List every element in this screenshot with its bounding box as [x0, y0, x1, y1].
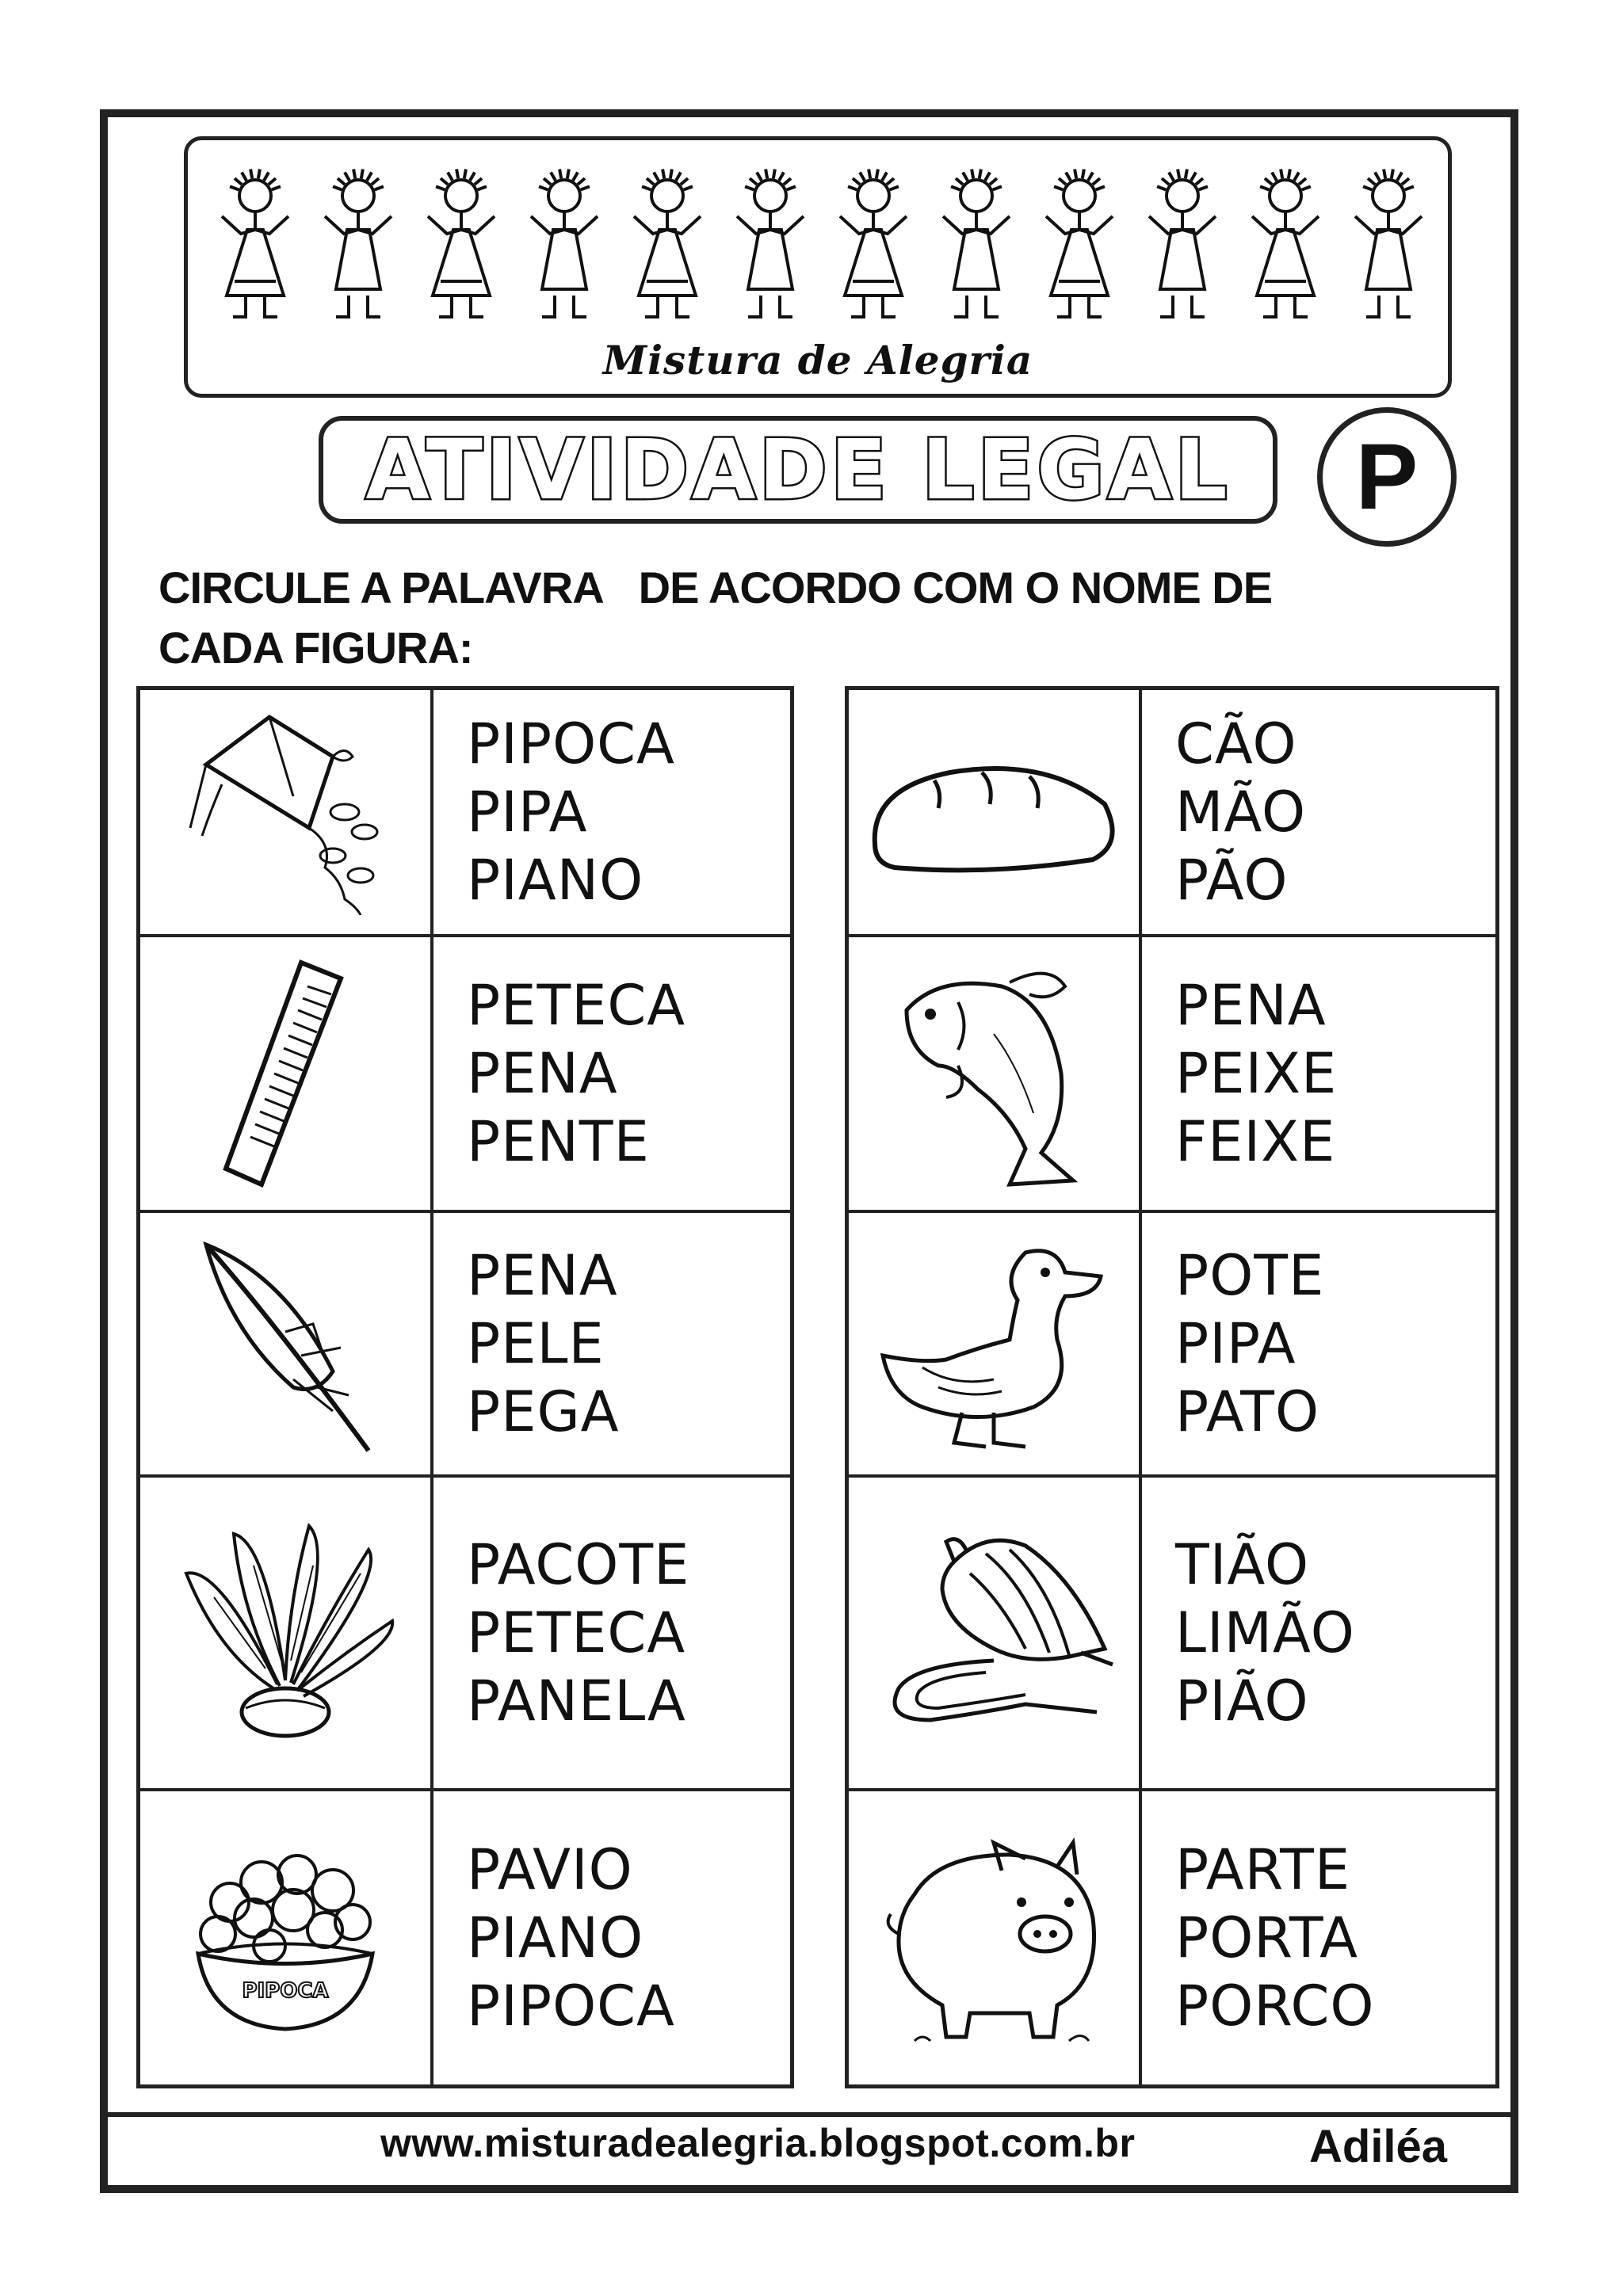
- pig-icon: [875, 1823, 1113, 2053]
- boy-figure-icon: [737, 170, 804, 317]
- instruction-text: [158, 558, 1466, 678]
- picture-cell: [849, 1478, 1142, 1788]
- word-option[interactable]: PÃO: [1175, 848, 1289, 913]
- word-options: [1142, 1213, 1495, 1474]
- word-option[interactable]: POTE: [1175, 1243, 1325, 1308]
- popcorn-bowl-label: PIPOCA: [242, 1979, 329, 2003]
- word-option[interactable]: PELE: [467, 1311, 605, 1376]
- word-options: [1142, 690, 1495, 934]
- picture-cell: [849, 690, 1142, 934]
- word-option[interactable]: PENA: [1175, 973, 1327, 1038]
- comb-icon: [206, 955, 365, 1192]
- picture-cell: [140, 937, 433, 1210]
- word-options: [1142, 937, 1495, 1210]
- word-option[interactable]: PETECA: [467, 1600, 686, 1665]
- word-option[interactable]: FEIXE: [1175, 1109, 1336, 1174]
- word-options: [1142, 1791, 1495, 2084]
- picture-cell: [140, 1213, 433, 1474]
- word-option[interactable]: PATO: [1175, 1379, 1320, 1444]
- word-option[interactable]: CÃO: [1175, 711, 1297, 776]
- exercise-row: [140, 1791, 790, 2084]
- word-options: [433, 1213, 790, 1474]
- word-option[interactable]: PIÃO: [1175, 1669, 1309, 1733]
- boy-figure-icon: [325, 170, 391, 317]
- left-exercise-table: [136, 686, 794, 2088]
- footer-author: Adiléa: [1309, 2121, 1448, 2172]
- word-option[interactable]: PIPOCA: [467, 711, 675, 776]
- picture-cell: [140, 690, 433, 934]
- spinning-top-icon: [867, 1514, 1121, 1752]
- fish-icon: [891, 955, 1097, 1192]
- picture-cell: [140, 1791, 433, 2084]
- word-option[interactable]: PIANO: [467, 848, 644, 913]
- letter-badge: P: [1317, 407, 1457, 547]
- girl-figure-icon: [634, 170, 701, 317]
- instruction-part-2: DE ACORDO COM O NOME DE: [638, 563, 1273, 612]
- picture-cell: [849, 1213, 1142, 1474]
- word-option[interactable]: LIMÃO: [1175, 1600, 1355, 1665]
- picture-cell: [140, 1478, 433, 1788]
- boy-figure-icon: [1355, 170, 1422, 317]
- kids-figures-row: [204, 154, 1440, 337]
- word-option[interactable]: PETECA: [467, 973, 686, 1038]
- footer-url: www.misturadealegria.blogspot.com.br: [380, 2121, 1136, 2165]
- girl-figure-icon: [1252, 170, 1319, 317]
- word-option[interactable]: PORTA: [1175, 1905, 1359, 1970]
- instruction-line-2: CADA FIGURA:: [158, 623, 473, 673]
- word-option[interactable]: PEGA: [467, 1379, 620, 1444]
- word-option[interactable]: PIPA: [467, 780, 588, 845]
- picture-cell: [849, 1791, 1142, 2084]
- feather-icon: [182, 1229, 388, 1459]
- picture-cell: [849, 937, 1142, 1210]
- banner-title: Mistura de Alegria: [602, 337, 1033, 383]
- banner: [184, 136, 1452, 398]
- word-option[interactable]: PARTE: [1175, 1837, 1351, 1902]
- word-option[interactable]: PACOTE: [467, 1532, 690, 1597]
- word-option[interactable]: PORCO: [1175, 1974, 1375, 2039]
- word-option[interactable]: PEIXE: [1175, 1041, 1338, 1106]
- word-options: [433, 690, 790, 934]
- exercise-row: [849, 1791, 1495, 2084]
- girl-figure-icon: [222, 170, 288, 317]
- word-option[interactable]: PENA: [467, 1041, 618, 1106]
- word-options: [433, 937, 790, 1210]
- exercise-row: [140, 690, 790, 937]
- word-option[interactable]: PIPOCA: [467, 1974, 675, 2039]
- exercise-row: [849, 937, 1495, 1213]
- girl-figure-icon: [428, 170, 495, 317]
- word-options: [1142, 1478, 1495, 1788]
- exercise-row: [140, 1478, 790, 1791]
- instruction-part-1: CIRCULE A PALAVRA: [158, 563, 604, 612]
- word-option[interactable]: PENA: [467, 1243, 618, 1308]
- shuttlecock-icon: [170, 1518, 400, 1748]
- right-exercise-table: [845, 686, 1499, 2088]
- word-option[interactable]: PIANO: [467, 1905, 644, 1970]
- word-option[interactable]: MÃO: [1175, 780, 1307, 845]
- boy-figure-icon: [943, 170, 1010, 317]
- kite-icon: [174, 709, 396, 915]
- boy-figure-icon: [1149, 170, 1216, 317]
- exercise-row: [849, 690, 1495, 937]
- word-option[interactable]: TIÃO: [1175, 1532, 1310, 1597]
- word-options: [433, 1791, 790, 2084]
- word-option[interactable]: PAVIO: [467, 1837, 633, 1902]
- word-option[interactable]: PIPA: [1175, 1311, 1296, 1376]
- exercise-row: [140, 937, 790, 1213]
- exercise-row: [849, 1478, 1495, 1791]
- activity-title: ATIVIDADE LEGAL: [365, 421, 1231, 518]
- exercise-row: [140, 1213, 790, 1478]
- duck-icon: [875, 1229, 1113, 1459]
- bread-icon: [863, 741, 1125, 883]
- word-options: [433, 1478, 790, 1788]
- word-option[interactable]: PANELA: [467, 1669, 686, 1733]
- activity-title-box: [319, 416, 1277, 524]
- girl-figure-icon: [1046, 170, 1113, 317]
- popcorn-bowl-icon: [182, 1839, 388, 2037]
- boy-figure-icon: [531, 170, 598, 317]
- footer-divider: [100, 2112, 1518, 2117]
- girl-figure-icon: [840, 170, 907, 317]
- word-option[interactable]: PENTE: [467, 1109, 650, 1174]
- exercise-row: [849, 1213, 1495, 1478]
